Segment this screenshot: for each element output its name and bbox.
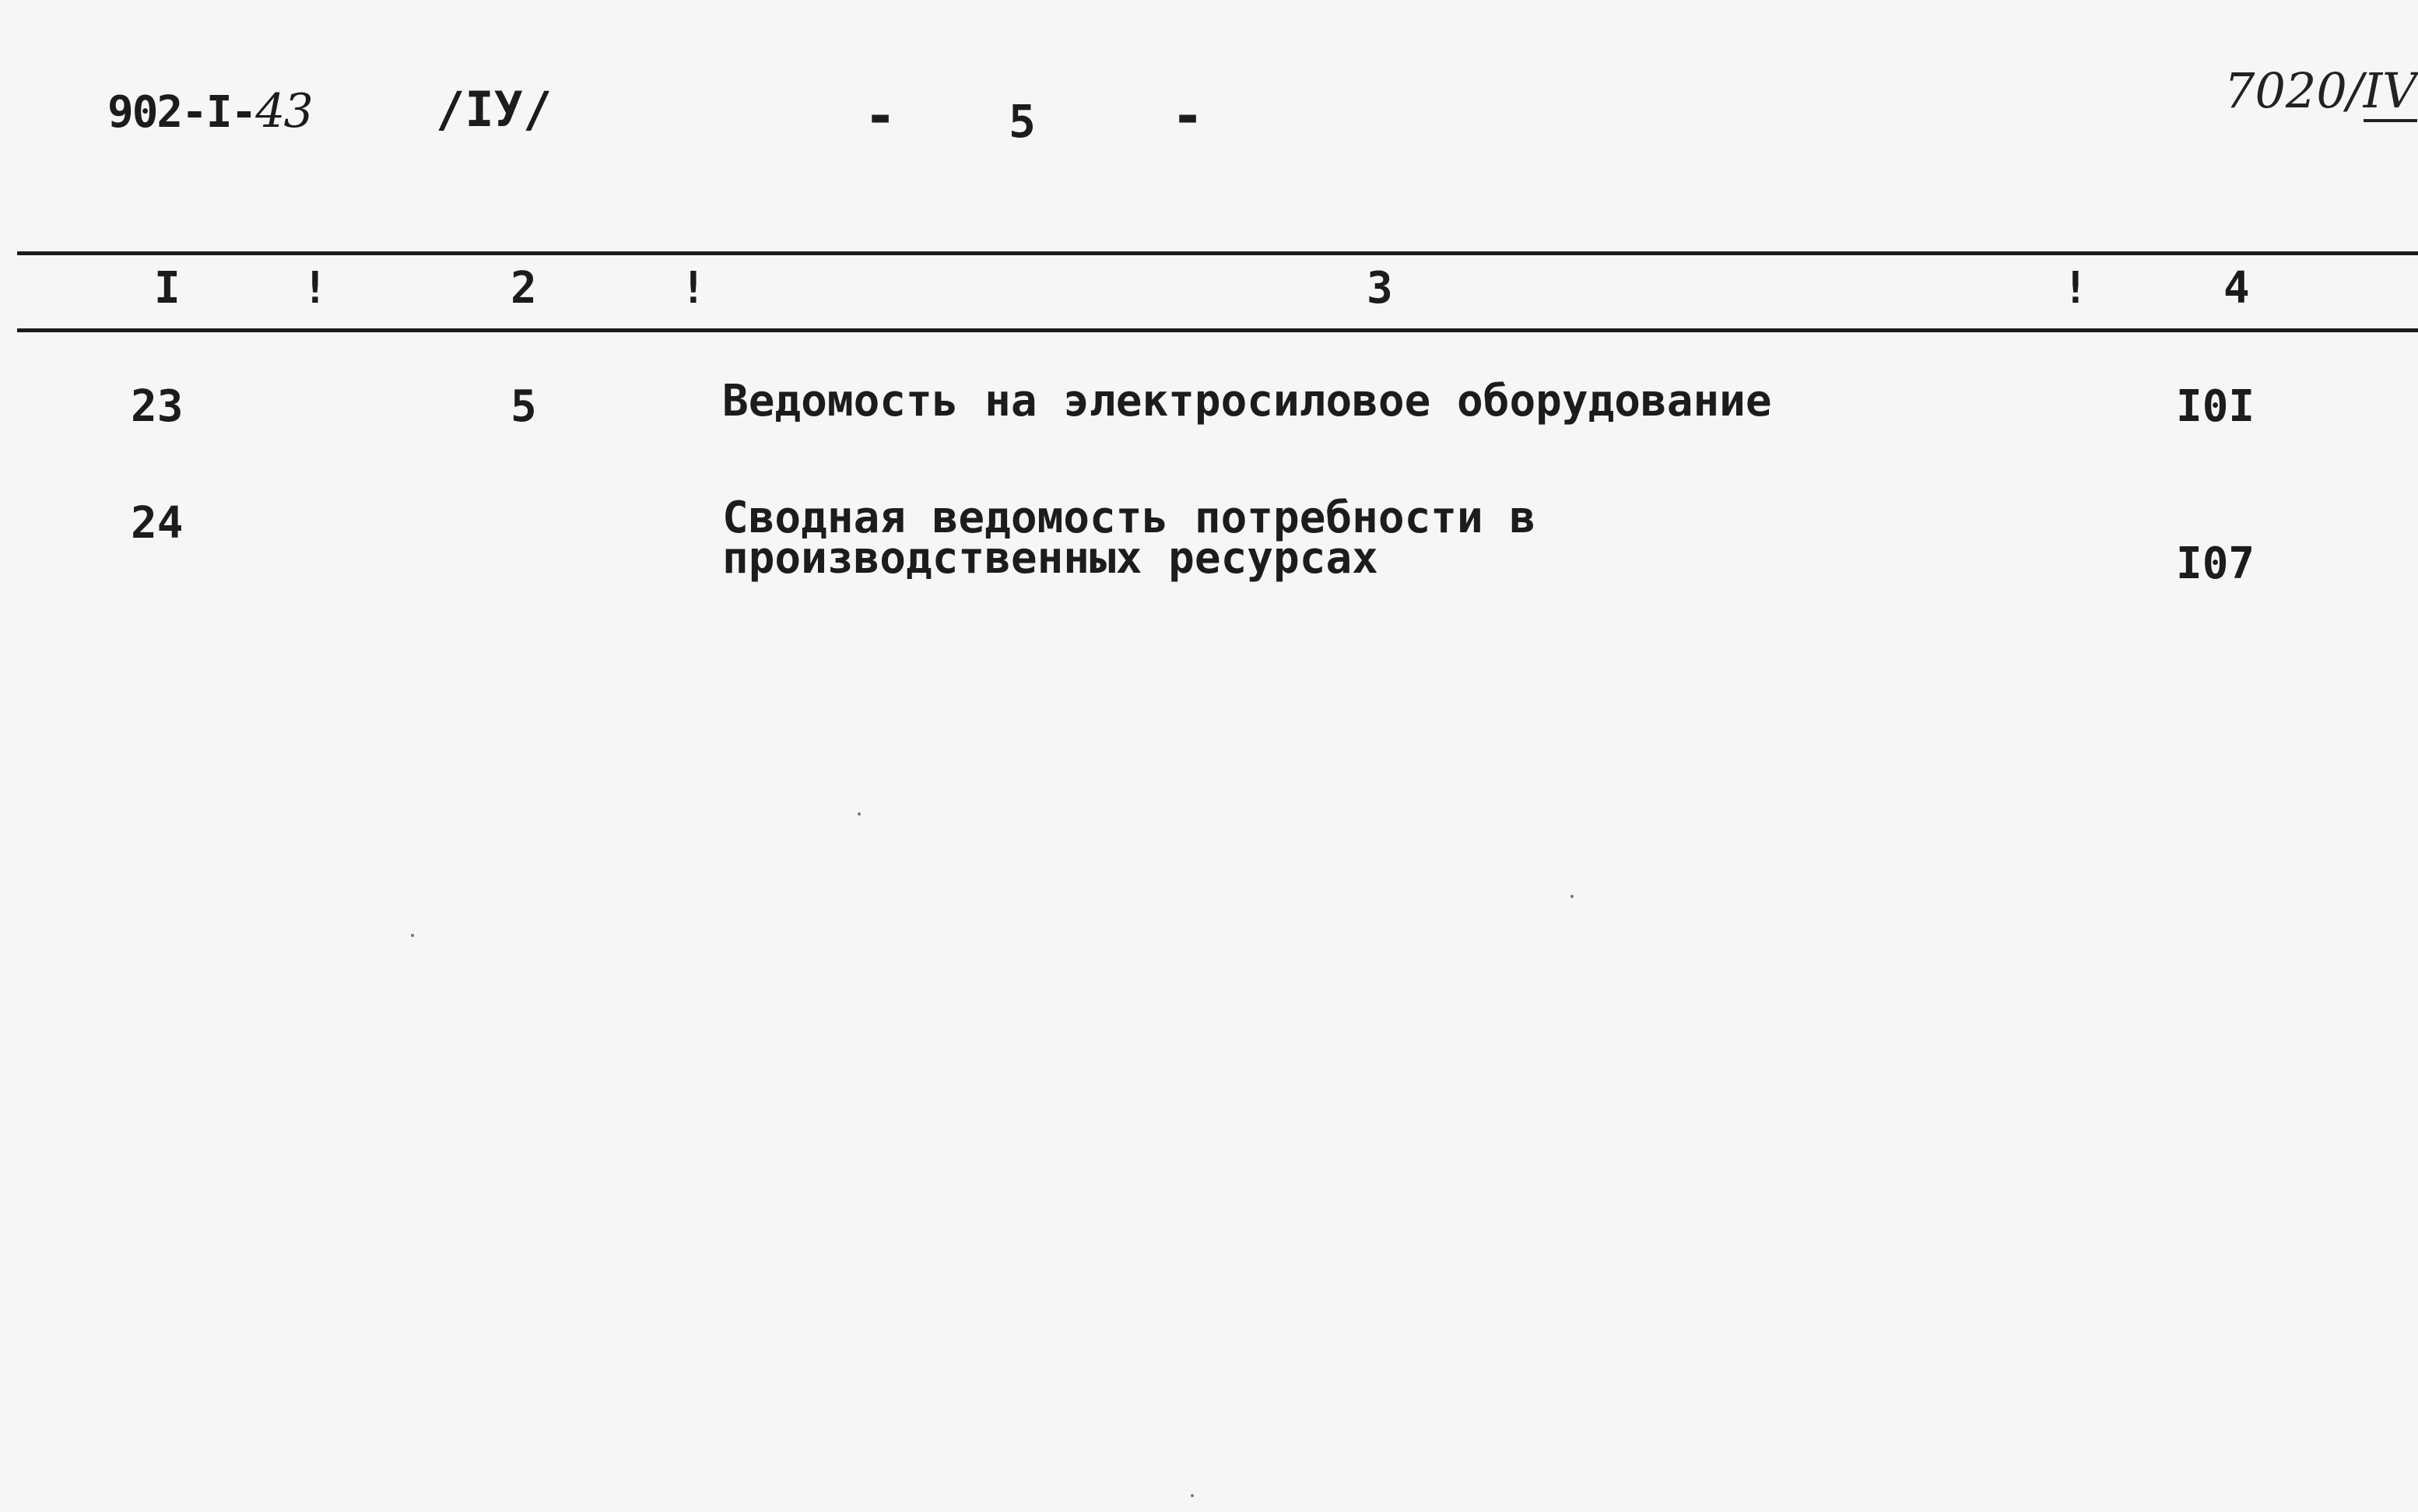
column-header-1: I <box>154 263 181 314</box>
row-column-2: 5 <box>511 381 537 432</box>
column-separator: ! <box>2062 263 2089 314</box>
column-header-4: 4 <box>2223 263 2250 314</box>
column-separator: ! <box>302 263 328 314</box>
row-page: I0I <box>2176 381 2255 432</box>
scan-speck <box>1570 895 1574 898</box>
row-page: I07 <box>2176 538 2255 589</box>
row-title: Сводная ведомость потребности в производственных ресурсах <box>722 493 1536 584</box>
table-header-rule <box>17 328 2418 332</box>
scan-speck <box>1191 1494 1194 1497</box>
document-version: /IУ/ <box>436 81 553 138</box>
row-number: 23 <box>131 381 184 432</box>
row-title: Ведомость на электросиловое оборудование <box>722 376 1772 426</box>
row-number: 24 <box>131 498 184 549</box>
page-number: 5 <box>1009 95 1036 148</box>
table-top-rule <box>17 251 2418 255</box>
document-code <box>107 84 312 139</box>
archive-number-suffix: IV <box>2364 62 2417 122</box>
document-code-handwritten: 43 <box>255 84 312 139</box>
archive-number-prefix: 7020/ <box>2224 62 2364 119</box>
column-separator: ! <box>680 263 707 314</box>
page-dash-right: - <box>1171 84 1205 148</box>
archive-number <box>2224 62 2417 119</box>
column-header-3: 3 <box>1367 263 1393 314</box>
scan-speck <box>858 812 861 816</box>
scan-speck <box>411 934 414 937</box>
column-header-2: 2 <box>511 263 537 314</box>
page-dash-left: - <box>864 84 897 148</box>
document-code-prefix: 902-I- <box>107 87 256 138</box>
